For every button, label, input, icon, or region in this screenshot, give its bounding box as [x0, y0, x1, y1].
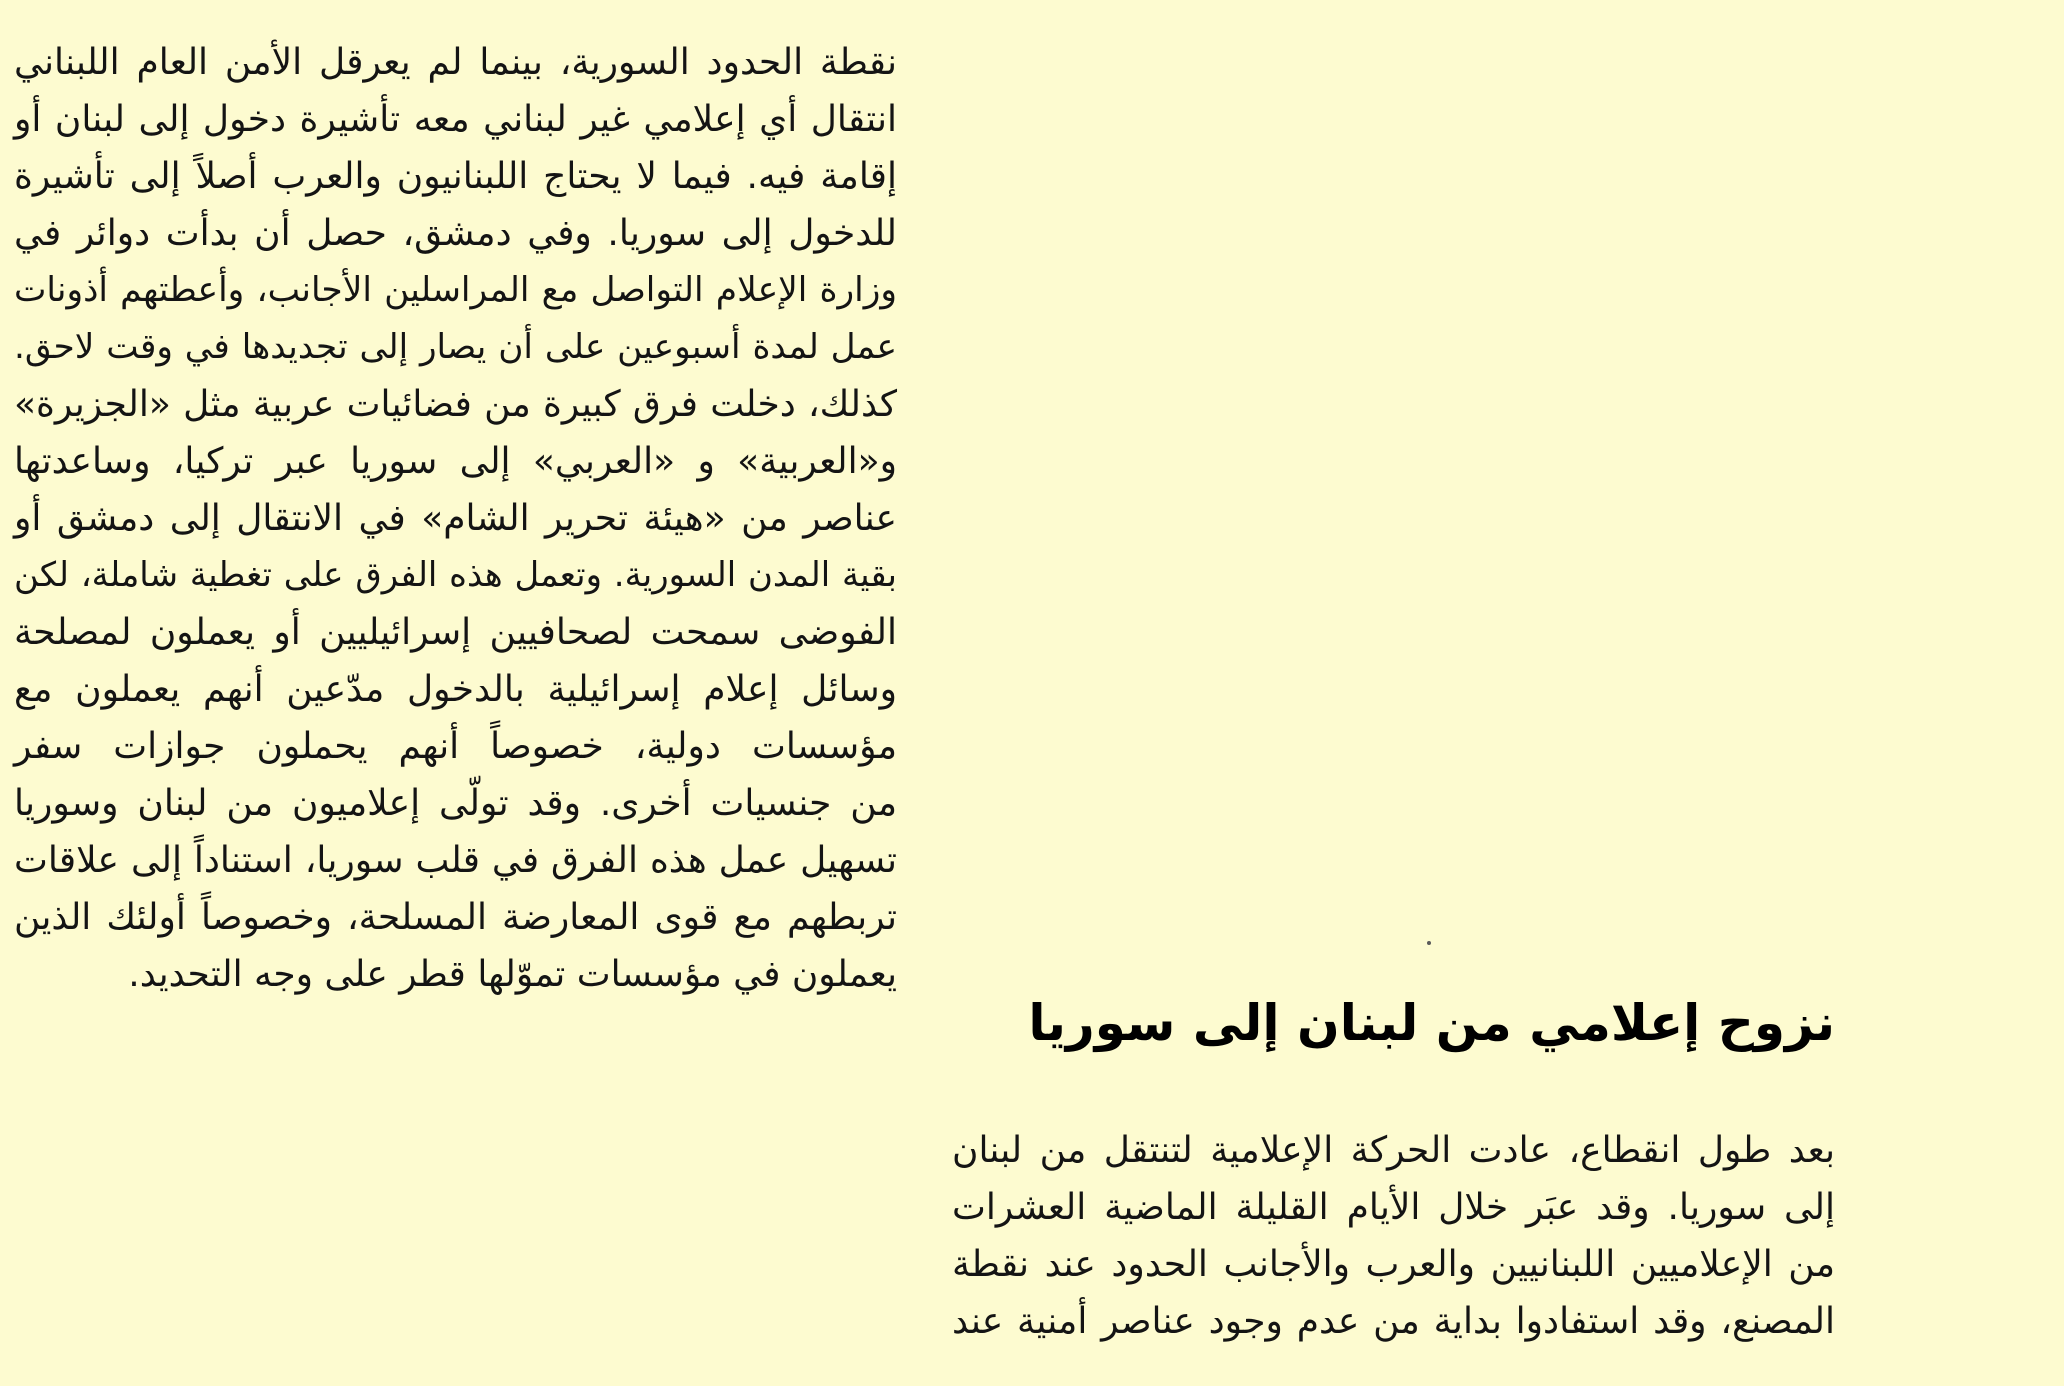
body-line: من جنسيات أخرى. وقد تولّى إعلاميون من لبنان وسوريا: [14, 783, 897, 824]
body-line: إقامة فيه. فيما لا يحتاج اللبنانيون والعرب أصلاً إلى تأشيرة: [14, 156, 897, 197]
body-line: مؤسسات دولية، خصوصاً أنهم يحملون جوازات سفر: [14, 726, 897, 767]
body-line: عمل لمدة أسبوعين على أن يصار إلى تجديدها في وقت لاحق.: [14, 327, 897, 367]
body-line: عناصر من «هيئة تحرير الشام» في الانتقال إلى دمشق أو: [14, 498, 897, 539]
body-line: للدخول إلى سوريا. وفي دمشق، حصل أن بدأت دوائر في: [14, 213, 897, 254]
body-line: تسهيل عمل هذه الفرق في قلب سوريا، استناداً إلى علاقات: [14, 840, 897, 881]
body-line: يعملون في مؤسسات تموّلها قطر على وجه التحديد.: [128, 954, 897, 995]
body-line: و«العربية» و «العربي» إلى سوريا عبر تركيا، وساعدتها: [14, 441, 897, 482]
body-line: تربطهم مع قوى المعارضة المسلحة، وخصوصاً أولئك الذين: [14, 897, 897, 938]
article-headline: نزوح إعلامي من لبنان إلى سوريا: [1028, 993, 1835, 1052]
body-line: وسائل إعلام إسرائيلية بالدخول مدّعين أنهم يعملون مع: [14, 669, 897, 710]
stray-dot: [1427, 941, 1431, 945]
intro-line: من الإعلاميين اللبنانيين والعرب والأجانب الحدود عند نقطة: [952, 1244, 1835, 1285]
intro-line: المصنع، وقد استفادوا بداية من عدم وجود عناصر أمنية عند: [952, 1301, 1835, 1342]
body-line: كذلك، دخلت فرق كبيرة من فضائيات عربية مثل «الجزيرة»: [14, 384, 897, 425]
intro-line: إلى سوريا. وقد عبَر خلال الأيام القليلة الماضية العشرات: [952, 1187, 1835, 1228]
article-continuation-column: [14, 34, 897, 1003]
body-line: نقطة الحدود السورية، بينما لم يعرقل الأمن العام اللبناني: [14, 42, 897, 83]
body-line: انتقال أي إعلامي غير لبناني معه تأشيرة دخول إلى لبنان أو: [14, 99, 897, 140]
intro-line: بعد طول انقطاع، عادت الحركة الإعلامية لتنتقل من لبنان: [952, 1130, 1835, 1171]
body-line: وزارة الإعلام التواصل مع المراسلين الأجانب، وأعطتهم أذونات: [14, 270, 897, 310]
article-intro-column: [952, 1122, 1835, 1350]
body-line: الفوضى سمحت لصحافيين إسرائيليين أو يعملون لمصلحة: [14, 612, 897, 653]
body-line: بقية المدن السورية. وتعمل هذه الفرق على تغطية شاملة، لكن: [14, 555, 897, 595]
